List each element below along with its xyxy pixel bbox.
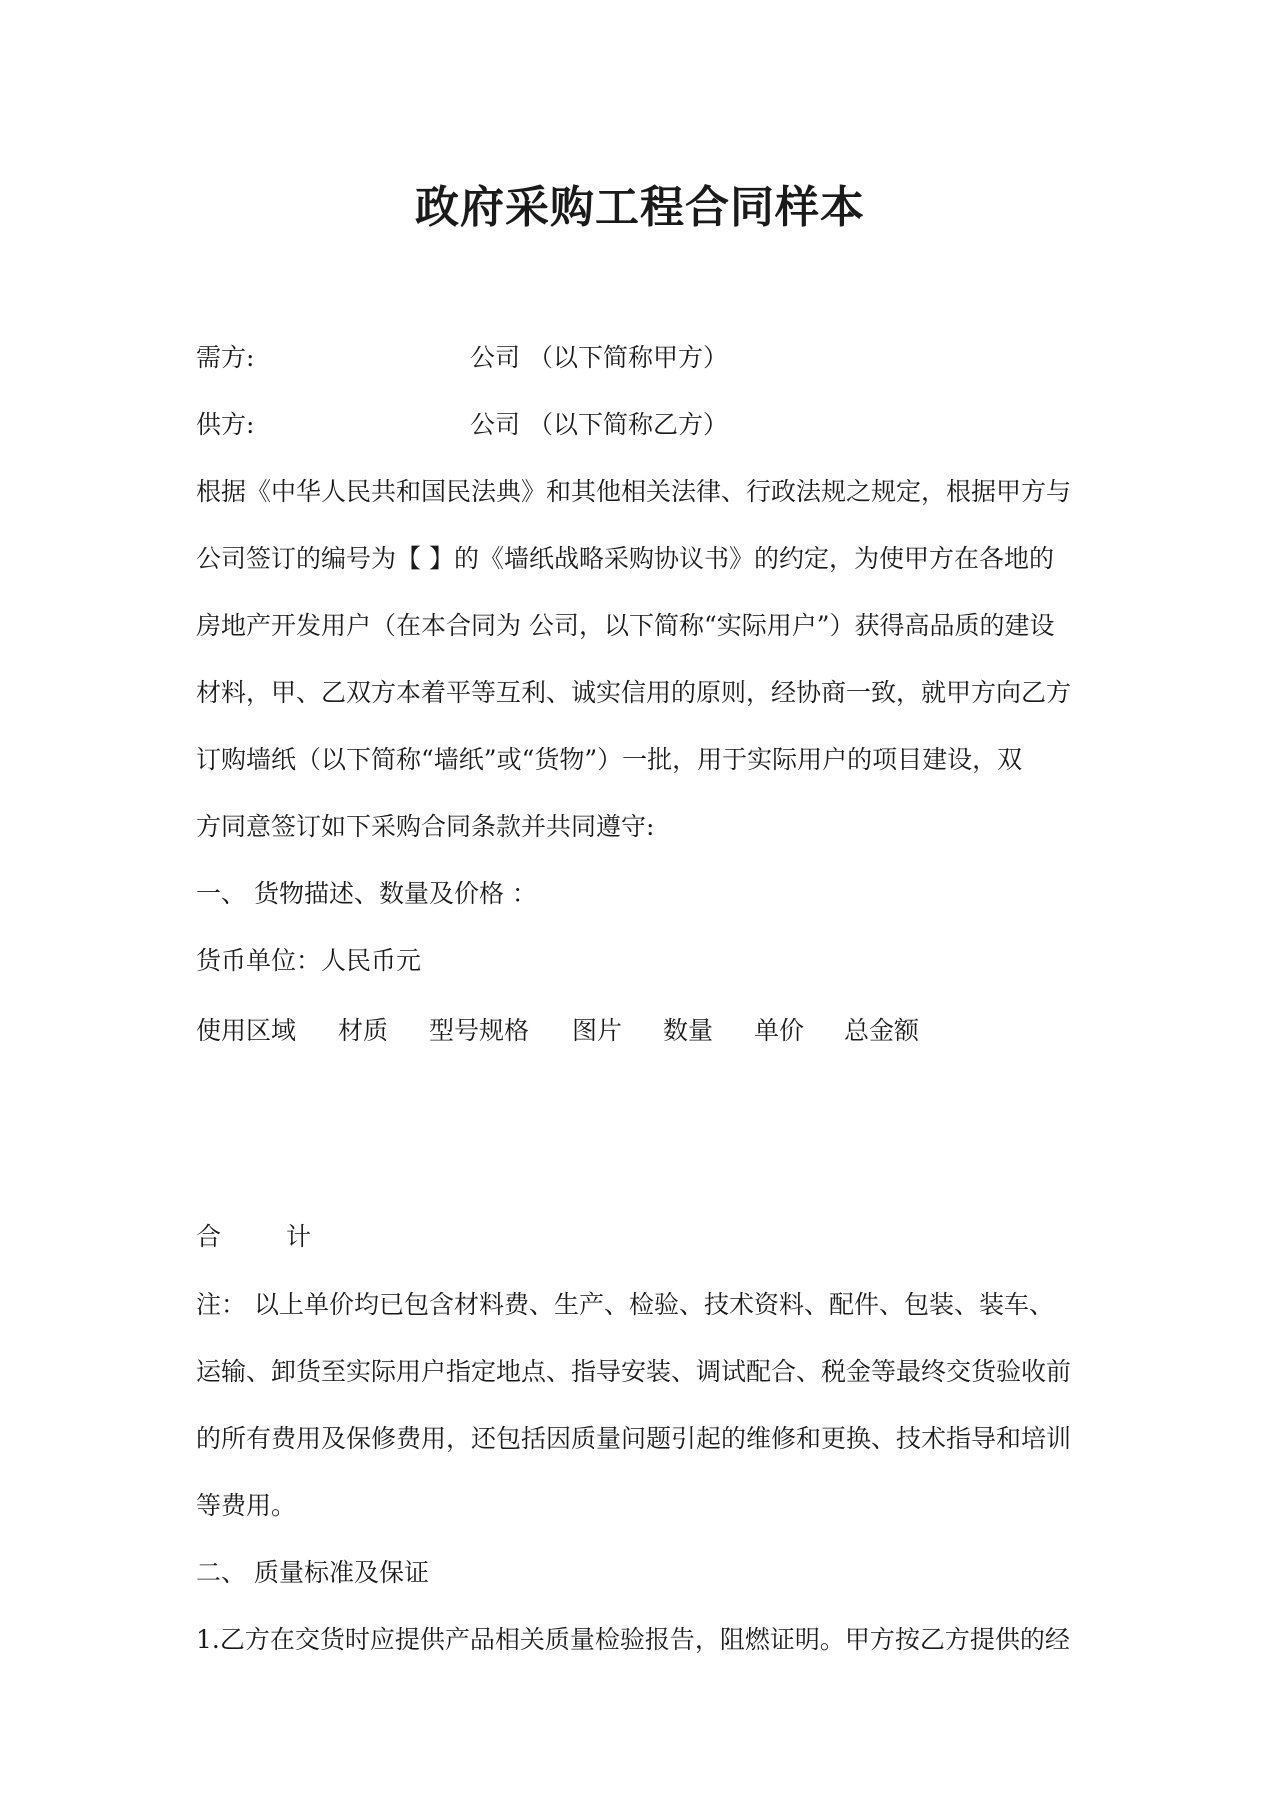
- column-header: 数量: [663, 1016, 714, 1045]
- note-line: 的所有费用及保修费用，还包括因质量问题引起的维修和更换、技术指导和培训: [196, 1424, 1072, 1453]
- section-heading-goods: 一、 货物描述、数量及价格 ：: [196, 879, 537, 908]
- column-header: 使用区域: [196, 1016, 297, 1045]
- total-label-char: 合: [196, 1222, 222, 1251]
- preamble-line: 公司签订的编号为【 】的《墙纸战略采购协议书》的约定，为使甲方在各地的: [196, 544, 1054, 573]
- buyer-label: 需方:: [196, 343, 255, 372]
- preamble-line: 订购墙纸（以下简称“墙纸”或“货物”）一批，用于实际用户的项目建设，双: [196, 745, 1023, 774]
- column-header: 单价: [754, 1016, 805, 1045]
- document-title: 政府采购工程合同样本: [415, 182, 865, 233]
- supplier-label: 供方:: [196, 410, 255, 439]
- note-line: 注： 以上单价均已包含材料费、生产、检验、技术资料、配件、包装、装车、: [196, 1290, 1054, 1319]
- supplier-value: 公司 （以下简称乙方）: [470, 410, 728, 439]
- currency-unit: 货币单位：人民币元: [196, 946, 422, 975]
- column-header: 图片: [572, 1016, 623, 1045]
- total-label-char: 计: [286, 1222, 312, 1251]
- preamble-line: 根据《中华人民共和国民法典》和其他相关法律、行政法规之规定，根据甲方与: [196, 477, 1072, 506]
- note-line: 等费用。: [196, 1491, 297, 1520]
- buyer-value: 公司 （以下简称甲方）: [470, 343, 728, 372]
- preamble-line: 房地产开发用户（在本合同为 公司，以下简称“实际用户”）获得高品质的建设: [196, 611, 1055, 640]
- note-line: 运输、卸货至实际用户指定地点、指导安装、调试配合、税金等最终交货验收前: [196, 1357, 1072, 1386]
- section-heading-quality: 二、 质量标准及保证: [196, 1558, 429, 1587]
- column-header: 材质: [338, 1016, 389, 1045]
- quality-clause-1: 1.乙方在交货时应提供产品相关质量检验报告，阻燃证明。甲方按乙方提供的经: [196, 1625, 1070, 1654]
- preamble-line: 方同意签订如下采购合同条款并共同遵守:: [196, 812, 655, 841]
- column-header: 型号规格: [429, 1016, 530, 1045]
- preamble-line: 材料，甲、乙双方本着平等互利、诚实信用的原则，经协商一致，就甲方向乙方: [196, 678, 1072, 707]
- column-header: 总金额: [844, 1016, 920, 1045]
